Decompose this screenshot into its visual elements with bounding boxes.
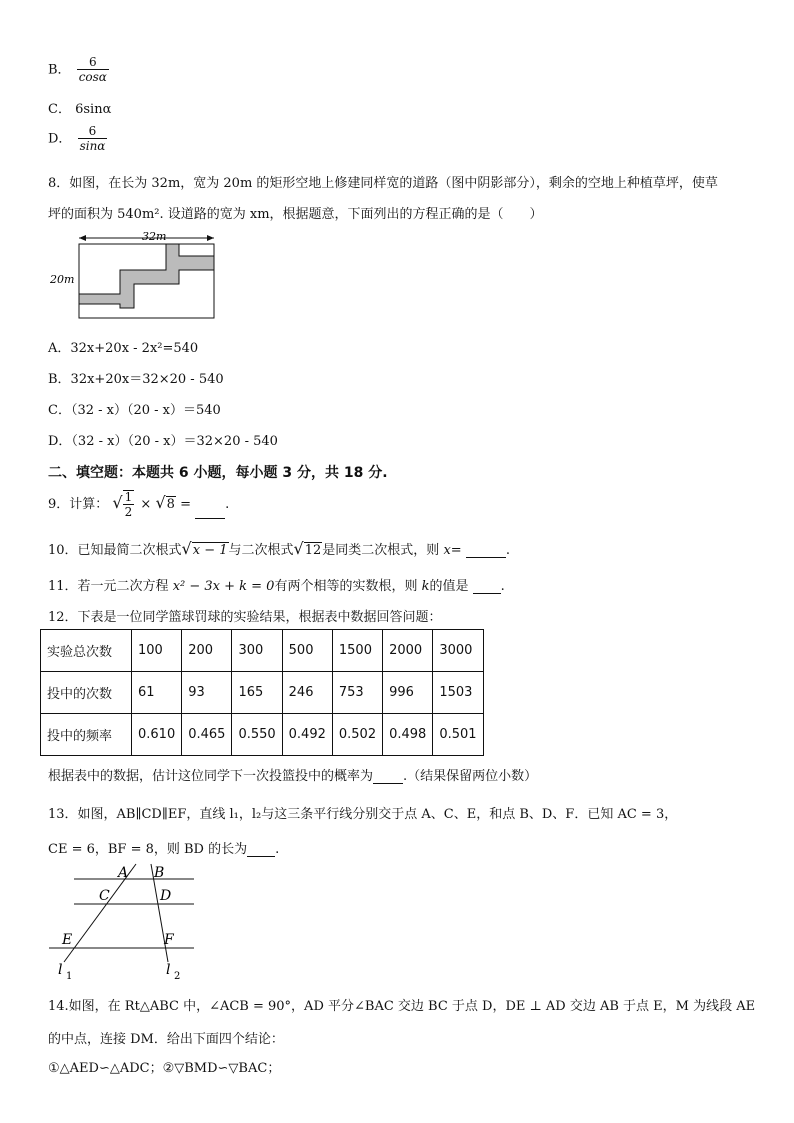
table-cell: 93 — [182, 672, 232, 714]
q13-answer-blank[interactable] — [247, 846, 275, 857]
table-cell: 0.501 — [433, 714, 483, 756]
table-cell: 1503 — [433, 672, 483, 714]
q13-stem-line1: 13．如图，AB∥CD∥EF，直线 l₁，l₂与这三条平行线分别交于点 A、C、E，和点 B、D、F．已知 AC = 3， — [48, 807, 678, 822]
q8-option-a: A．32x+20x - 2x²=540 — [48, 341, 199, 356]
table-cell: 0.465 — [182, 714, 232, 756]
table-cell: 165 — [232, 672, 282, 714]
q8-option-c: C．（32 - x）（20 - x）＝540 — [48, 403, 221, 418]
q12-table — [40, 629, 484, 756]
table-cell: 0.610 — [132, 714, 182, 756]
q11-answer-blank[interactable] — [473, 583, 501, 594]
table-cell: 0.492 — [282, 714, 332, 756]
table-cell: 0.502 — [332, 714, 382, 756]
table-cell: 300 — [232, 630, 282, 672]
q12-question: 根据表中的数据，估计这位同学下一次投篮投中的概率为 .（结果保留两位小数） — [48, 769, 538, 784]
label-d: D — [160, 888, 172, 904]
table-cell: 2000 — [383, 630, 433, 672]
table-row — [41, 714, 484, 756]
q8-height-label: 20m — [50, 273, 75, 286]
table-cell: 246 — [282, 672, 332, 714]
label-c: C — [99, 888, 110, 904]
q11: 11．若一元二次方程 x² − 3x + k = 0有两个相等的实数根，则 k的值是 . — [48, 579, 505, 594]
q8-stem-line2: 坪的面积为 540m². 设道路的宽为 xm，根据题意，下面列出的方程正确的是（ ） — [48, 207, 543, 222]
table-cell: 500 — [282, 630, 332, 672]
q8-option-d: D．（32 - x）（20 - x）＝32×20 - 540 — [48, 434, 278, 449]
table-cell: 200 — [182, 630, 232, 672]
q12-intro: 12．下表是一位同学篮球罚球的实验结果，根据表中数据回答问题： — [48, 610, 442, 625]
table-header-cell: 投中的频率 — [41, 714, 132, 756]
table-header-cell: 投中的次数 — [41, 672, 132, 714]
q14-stem-line2: 的中点，连接 DM．给出下面四个结论： — [48, 1032, 284, 1047]
label-a: A — [118, 865, 129, 881]
label-l1-sub: 1 — [66, 971, 73, 982]
q8-stem-line1: 8．如图，在长为 32m，宽为 20m 的矩形空地上修建同样宽的道路（图中阴影部分），剩余的空地上种植草坪，使草 — [48, 176, 718, 191]
q13-stem-line2: CE = 6，BF = 8，则 BD 的长为 . — [48, 842, 280, 857]
q9-radical-sign: √ — [112, 493, 123, 512]
q13-figure — [44, 862, 204, 984]
q14-conclusions: ①△AED∽△ADC；②▽BMD∽▽BAC； — [48, 1061, 281, 1076]
q9-fraction: $\frac{1}{2}$ — [124, 490, 133, 519]
q7-option-b: B． $\frac{6}{\cos\alpha}$ — [48, 55, 107, 84]
q8-width-label: 32m — [142, 230, 167, 243]
table-row — [41, 672, 484, 714]
table-row — [41, 630, 484, 672]
section-heading: 二、填空题：本题共 6 小题，每小题 3 分，共 18 分. — [48, 465, 388, 481]
label-f: F — [164, 932, 174, 948]
table-header-cell: 实验总次数 — [41, 630, 132, 672]
table-cell: 3000 — [433, 630, 483, 672]
label-l2-sub: 2 — [174, 971, 181, 982]
label-b: B — [154, 865, 165, 881]
table-cell: 0.498 — [383, 714, 433, 756]
label-l2: l — [166, 962, 171, 978]
q12-answer-blank[interactable] — [373, 773, 403, 784]
table-cell: 1500 — [332, 630, 382, 672]
table-cell: 100 — [132, 630, 182, 672]
q10: 10．已知最简二次根式√x − 1与二次根式√12是同类二次根式，则 x= . — [48, 539, 510, 558]
table-cell: 753 — [332, 672, 382, 714]
q7-option-d-fraction: $\frac{6}{\sin\alpha}$ — [79, 124, 106, 153]
q10-radical-sign: √ — [181, 539, 192, 558]
q8-figure — [46, 228, 226, 324]
label-l1: l — [58, 962, 63, 978]
label-e: E — [62, 932, 73, 948]
q7-option-c: C． 6sinα — [48, 102, 112, 117]
q9-radical-sign-2: √ — [155, 493, 166, 512]
q8-option-b: B．32x+20x＝32×20 - 540 — [48, 372, 224, 387]
q7-option-d: D． $\frac{6}{\sin\alpha}$ — [48, 124, 106, 153]
q10-radical-sign-2: √ — [293, 539, 304, 558]
q14-stem-line1: 14.如图，在 Rt△ABC 中，∠ACB = 90°，AD 平分∠BAC 交边 BC 于点 D，DE ⊥ AD 交边 AB 于点 E，M 为线段 AE — [48, 999, 756, 1014]
q7-option-b-fraction: $\frac{6}{\cos\alpha}$ — [78, 55, 107, 84]
q8-arrow-right — [207, 235, 214, 241]
table-cell: 61 — [132, 672, 182, 714]
q9-answer-blank[interactable] — [195, 508, 225, 519]
q8-arrow-left — [79, 235, 86, 241]
table-cell: 996 — [383, 672, 433, 714]
q9: 9．计算： √ $\frac{1}{2}$ × √8 = . — [48, 490, 230, 519]
table-cell: 0.550 — [232, 714, 282, 756]
q10-answer-blank[interactable] — [466, 547, 506, 558]
